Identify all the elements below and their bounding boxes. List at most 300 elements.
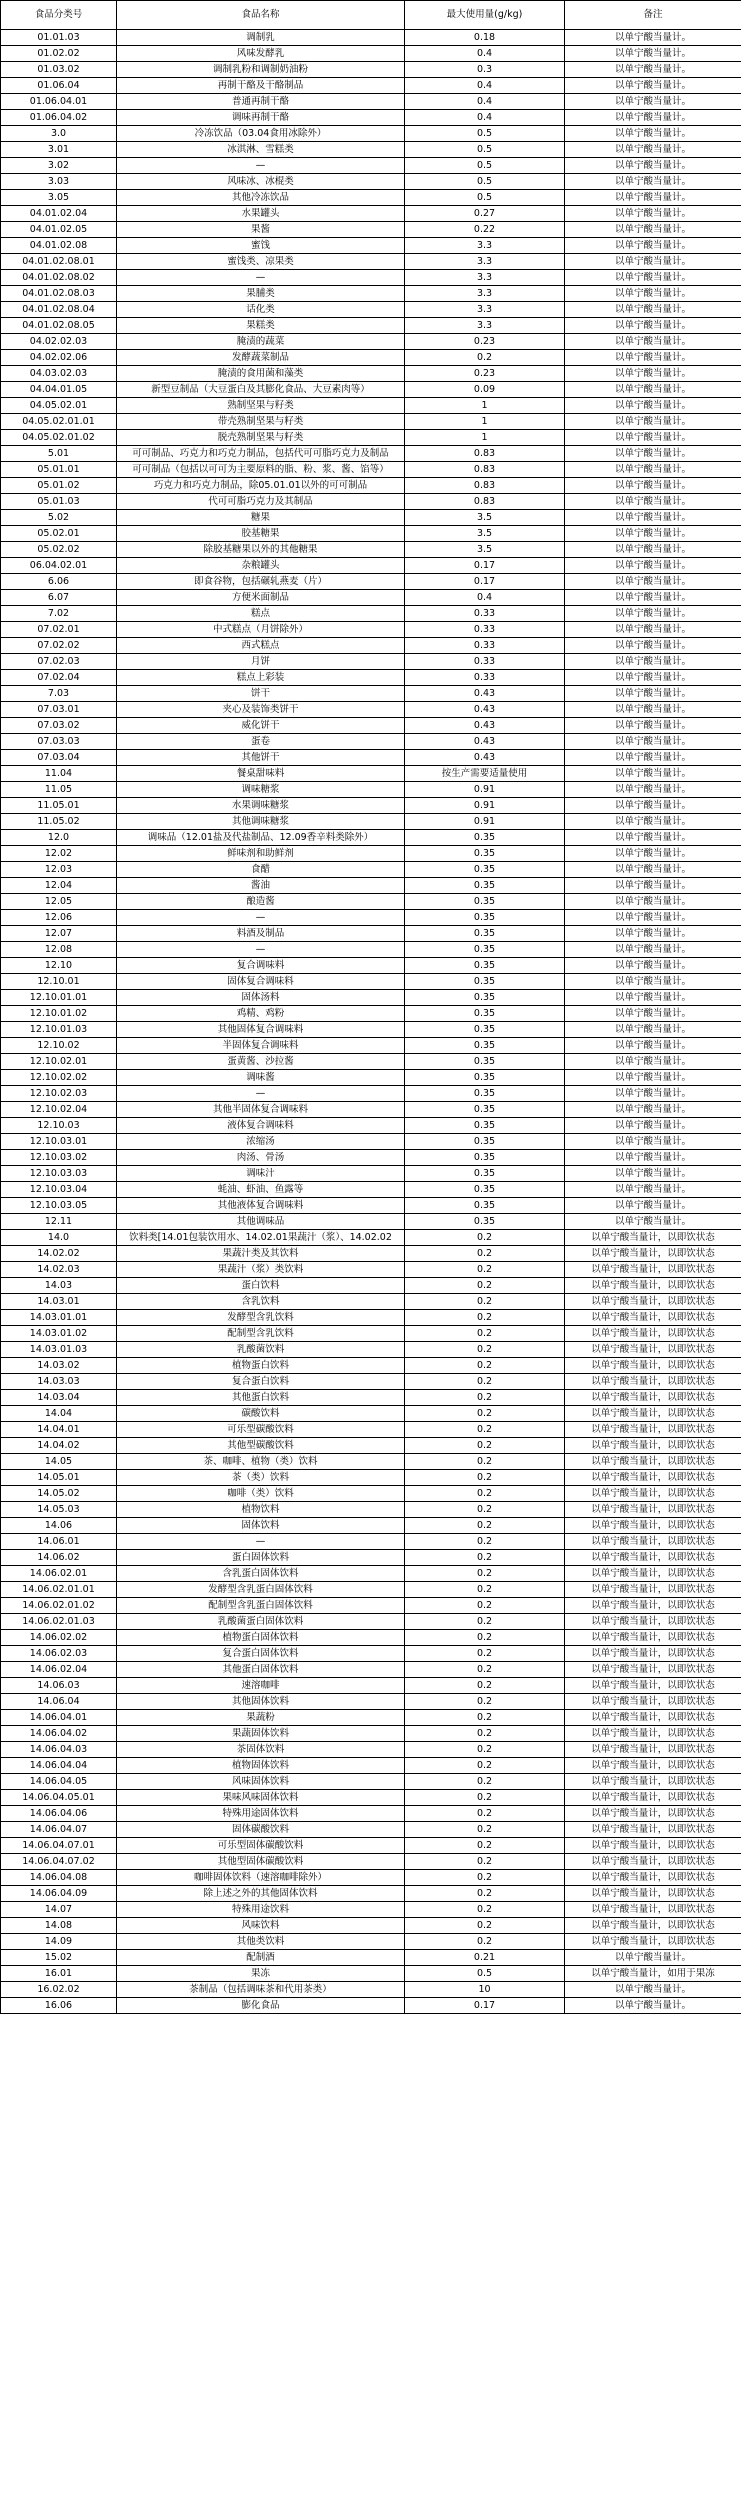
max-usage-cell: 1 [405,430,565,446]
food-name-cell: 配制型含乳蛋白固体饮料 [117,1598,405,1614]
food-category-code-cell: 04.05.02.01 [1,398,117,414]
table-row [1,1038,741,1054]
food-category-code-cell: 14.06.04.04 [1,1758,117,1774]
food-category-code-cell: 12.08 [1,942,117,958]
max-usage-cell: 10 [405,1982,565,1998]
food-name-cell: 蜜饯类、凉果类 [117,254,405,270]
food-name-cell: 调味再制干酪 [117,110,405,126]
food-name-cell: 普通再制干酪 [117,94,405,110]
food-category-code-cell: 14.06.02.03 [1,1646,117,1662]
max-usage-cell: 0.17 [405,558,565,574]
table-row [1,238,741,254]
note-cell: 以单宁酸当量计。 [565,334,741,350]
food-name-cell: 复合蛋白固体饮料 [117,1646,405,1662]
food-name-cell: 风味饮料 [117,1918,405,1934]
max-usage-cell: 0.2 [405,1550,565,1566]
note-cell: 以单宁酸当量计。 [565,526,741,542]
table-row [1,382,741,398]
table-row [1,1598,741,1614]
food-name-cell: 其他蛋白固体饮料 [117,1662,405,1678]
header-name: 食品名称 [117,1,405,30]
food-name-cell: 除胶基糖果以外的其他糖果 [117,542,405,558]
food-name-cell: 即食谷物，包括碾轧燕麦（片） [117,574,405,590]
table-row [1,974,741,990]
max-usage-cell: 0.35 [405,990,565,1006]
food-category-code-cell: 12.10.01 [1,974,117,990]
food-name-cell: 调制乳 [117,30,405,46]
max-usage-cell: 0.35 [405,910,565,926]
food-name-cell: 可乐型碳酸饮料 [117,1422,405,1438]
food-name-cell: 植物饮料 [117,1502,405,1518]
food-category-code-cell: 04.01.02.08.05 [1,318,117,334]
table-row [1,638,741,654]
food-category-code-cell: 12.10.03.05 [1,1198,117,1214]
table-row [1,558,741,574]
food-category-code-cell: 14.0 [1,1230,117,1246]
food-name-cell: 植物蛋白固体饮料 [117,1630,405,1646]
food-name-cell: 再制干酪及干酪制品 [117,78,405,94]
note-cell: 以单宁酸当量计。 [565,542,741,558]
food-category-code-cell: 12.10 [1,958,117,974]
note-cell: 以单宁酸当量计。 [565,46,741,62]
note-cell: 以单宁酸当量计，以即饮状态 [565,1518,741,1534]
food-name-cell: — [117,270,405,286]
note-cell: 以单宁酸当量计。 [565,622,741,638]
food-name-cell: 其他型固体碳酸饮料 [117,1854,405,1870]
food-name-cell: 其他调味品 [117,1214,405,1230]
note-cell: 以单宁酸当量计，以即饮状态 [565,1246,741,1262]
note-cell: 以单宁酸当量计，以即饮状态 [565,1582,741,1598]
food-category-code-cell: 7.03 [1,686,117,702]
table-row [1,1582,741,1598]
food-category-code-cell: 14.09 [1,1934,117,1950]
max-usage-cell: 0.2 [405,1774,565,1790]
max-usage-cell: 0.4 [405,78,565,94]
table-row [1,1374,741,1390]
food-name-cell: 调制乳粉和调制奶油粉 [117,62,405,78]
note-cell: 以单宁酸当量计。 [565,1054,741,1070]
max-usage-cell: 0.43 [405,718,565,734]
table-row [1,910,741,926]
table-row [1,654,741,670]
table-row [1,1150,741,1166]
max-usage-cell: 0.2 [405,1886,565,1902]
table-row [1,318,741,334]
max-usage-cell: 3.5 [405,526,565,542]
note-cell: 以单宁酸当量计。 [565,702,741,718]
table-row [1,766,741,782]
table-row [1,1294,741,1310]
food-name-cell: 固体复合调味料 [117,974,405,990]
note-cell: 以单宁酸当量计。 [565,1006,741,1022]
food-name-cell: 发酵型含乳饮料 [117,1310,405,1326]
max-usage-cell: 1 [405,414,565,430]
max-usage-cell: 0.35 [405,1198,565,1214]
food-category-code-cell: 6.07 [1,590,117,606]
food-name-cell: 碳酸饮料 [117,1406,405,1422]
note-cell: 以单宁酸当量计，以即饮状态 [565,1886,741,1902]
note-cell: 以单宁酸当量计，以即饮状态 [565,1710,741,1726]
food-category-code-cell: 11.04 [1,766,117,782]
food-category-code-cell: 14.06.04.05 [1,1774,117,1790]
food-name-cell: 糕点 [117,606,405,622]
food-name-cell: 果味风味固体饮料 [117,1790,405,1806]
note-cell: 以单宁酸当量计。 [565,1150,741,1166]
note-cell: 以单宁酸当量计。 [565,1214,741,1230]
max-usage-cell: 3.3 [405,254,565,270]
note-cell: 以单宁酸当量计，以即饮状态 [565,1630,741,1646]
max-usage-cell: 0.2 [405,1406,565,1422]
table-row [1,142,741,158]
note-cell: 以单宁酸当量计。 [565,814,741,830]
note-cell: 以单宁酸当量计。 [565,1070,741,1086]
table-row [1,574,741,590]
food-category-code-cell: 14.06.04.03 [1,1742,117,1758]
max-usage-cell: 0.2 [405,1518,565,1534]
food-category-code-cell: 14.07 [1,1902,117,1918]
note-cell: 以单宁酸当量计。 [565,158,741,174]
max-usage-cell: 0.2 [405,1758,565,1774]
table-row [1,110,741,126]
table-row [1,126,741,142]
table-row [1,1838,741,1854]
max-usage-cell: 0.2 [405,1934,565,1950]
food-category-code-cell: 14.03.04 [1,1390,117,1406]
table-row [1,1118,741,1134]
note-cell: 以单宁酸当量计，以即饮状态 [565,1438,741,1454]
table-row [1,1342,741,1358]
note-cell: 以单宁酸当量计。 [565,430,741,446]
max-usage-cell: 3.5 [405,542,565,558]
max-usage-cell: 0.33 [405,622,565,638]
food-name-cell: 带壳熟制坚果与籽类 [117,414,405,430]
header-max-usage: 最大使用量(g/kg) [405,1,565,30]
food-category-code-cell: 12.0 [1,830,117,846]
max-usage-cell: 0.35 [405,1118,565,1134]
table-row [1,302,741,318]
max-usage-cell: 0.2 [405,1486,565,1502]
table-row [1,1518,741,1534]
table-row [1,1630,741,1646]
note-cell: 以单宁酸当量计。 [565,1982,741,1998]
table-row [1,1694,741,1710]
note-cell: 以单宁酸当量计，以即饮状态 [565,1902,741,1918]
table-row [1,46,741,62]
table-row [1,1550,741,1566]
max-usage-cell: 0.33 [405,638,565,654]
max-usage-cell: 0.2 [405,1646,565,1662]
note-cell: 以单宁酸当量计，以即饮状态 [565,1838,741,1854]
max-usage-cell: 0.4 [405,94,565,110]
max-usage-cell: 0.33 [405,606,565,622]
food-name-cell: 咖啡（类）饮料 [117,1486,405,1502]
food-category-code-cell: 14.06.04.06 [1,1806,117,1822]
food-category-code-cell: 12.10.02.02 [1,1070,117,1086]
table-row [1,862,741,878]
table-row [1,798,741,814]
note-cell: 以单宁酸当量计。 [565,302,741,318]
max-usage-cell: 0.43 [405,734,565,750]
food-category-code-cell: 14.03.01.01 [1,1310,117,1326]
food-name-cell: 方便米面制品 [117,590,405,606]
food-name-cell: 可乐型固体碳酸饮料 [117,1838,405,1854]
max-usage-cell: 0.35 [405,830,565,846]
note-cell: 以单宁酸当量计。 [565,750,741,766]
max-usage-cell: 0.35 [405,1006,565,1022]
max-usage-cell: 0.5 [405,158,565,174]
max-usage-cell: 0.2 [405,1678,565,1694]
table-row [1,1278,741,1294]
table-row [1,606,741,622]
food-name-cell: 调味糖浆 [117,782,405,798]
note-cell: 以单宁酸当量计。 [565,254,741,270]
header-note: 备注 [565,1,741,30]
max-usage-cell: 0.35 [405,958,565,974]
table-row [1,270,741,286]
note-cell: 以单宁酸当量计，以即饮状态 [565,1406,741,1422]
table-row [1,1998,741,2014]
food-name-cell: 西式糕点 [117,638,405,654]
food-category-code-cell: 01.03.02 [1,62,117,78]
note-cell: 以单宁酸当量计。 [565,1134,741,1150]
note-cell: 以单宁酸当量计。 [565,78,741,94]
max-usage-cell: 0.4 [405,110,565,126]
table-row [1,222,741,238]
food-category-code-cell: 04.01.02.08 [1,238,117,254]
food-category-code-cell: 14.06.04.05.01 [1,1790,117,1806]
food-name-cell: 固体碳酸饮料 [117,1822,405,1838]
table-row [1,958,741,974]
food-category-code-cell: 14.06.02.02 [1,1630,117,1646]
food-name-cell: 其他半固体复合调味料 [117,1102,405,1118]
food-name-cell: 果蔬粉 [117,1710,405,1726]
food-category-code-cell: 3.02 [1,158,117,174]
food-category-code-cell: 3.0 [1,126,117,142]
max-usage-cell: 3.5 [405,510,565,526]
note-cell: 以单宁酸当量计，以即饮状态 [565,1278,741,1294]
table-row [1,734,741,750]
food-category-code-cell: 14.03.02 [1,1358,117,1374]
note-cell: 以单宁酸当量计。 [565,30,741,46]
food-name-cell: — [117,158,405,174]
max-usage-cell: 0.35 [405,1134,565,1150]
food-name-cell: 风味固体饮料 [117,1774,405,1790]
note-cell: 以单宁酸当量计。 [565,1950,741,1966]
note-cell: 以单宁酸当量计。 [565,638,741,654]
max-usage-cell: 3.3 [405,238,565,254]
max-usage-cell: 0.2 [405,1438,565,1454]
food-name-cell: 饮料类[14.01包装饮用水、14.02.01果蔬汁（浆）、14.02.02 [117,1230,405,1246]
note-cell: 以单宁酸当量计，以即饮状态 [565,1662,741,1678]
table-row [1,894,741,910]
food-name-cell: 熟制坚果与籽类 [117,398,405,414]
max-usage-cell: 0.35 [405,1214,565,1230]
table-row [1,1806,741,1822]
food-name-cell: 其他蛋白饮料 [117,1390,405,1406]
note-cell: 以单宁酸当量计。 [565,190,741,206]
max-usage-cell: 0.83 [405,478,565,494]
food-name-cell: 蚝油、虾油、鱼露等 [117,1182,405,1198]
max-usage-cell: 0.2 [405,1502,565,1518]
food-name-cell: 果蔬固体饮料 [117,1726,405,1742]
food-category-code-cell: 16.06 [1,1998,117,2014]
table-row [1,814,741,830]
table-row [1,1086,741,1102]
note-cell: 以单宁酸当量计，以即饮状态 [565,1550,741,1566]
food-name-cell: 含乳饮料 [117,1294,405,1310]
max-usage-cell: 0.23 [405,366,565,382]
food-name-cell: 水果罐头 [117,206,405,222]
food-category-code-cell: 12.10.02 [1,1038,117,1054]
food-category-code-cell: 14.06.04.07.02 [1,1854,117,1870]
food-name-cell: 中式糕点（月饼除外） [117,622,405,638]
max-usage-cell: 0.35 [405,1022,565,1038]
note-cell: 以单宁酸当量计。 [565,958,741,974]
table-row [1,1486,741,1502]
food-category-code-cell: 05.01.01 [1,462,117,478]
note-cell: 以单宁酸当量计，以即饮状态 [565,1870,741,1886]
table-row [1,206,741,222]
max-usage-cell: 0.2 [405,1454,565,1470]
max-usage-cell: 0.2 [405,1822,565,1838]
table-row [1,830,741,846]
table-row [1,350,741,366]
food-category-code-cell: 07.02.03 [1,654,117,670]
note-cell: 以单宁酸当量计，以即饮状态 [565,1310,741,1326]
note-cell: 以单宁酸当量计。 [565,62,741,78]
max-usage-cell: 0.35 [405,1054,565,1070]
table-row [1,1774,741,1790]
note-cell: 以单宁酸当量计，以即饮状态 [565,1598,741,1614]
table-row [1,1022,741,1038]
note-cell: 以单宁酸当量计，以即饮状态 [565,1486,741,1502]
food-name-cell: 特殊用途固体饮料 [117,1806,405,1822]
table-row [1,1006,741,1022]
max-usage-cell: 0.83 [405,462,565,478]
note-cell: 以单宁酸当量计。 [565,894,741,910]
food-category-code-cell: 06.04.02.01 [1,558,117,574]
food-name-cell: 酿造酱 [117,894,405,910]
note-cell: 以单宁酸当量计，如用于果冻 [565,1966,741,1982]
food-name-cell: 茶固体饮料 [117,1742,405,1758]
table-row [1,1406,741,1422]
food-name-cell: 冷冻饮品（03.04食用冰除外） [117,126,405,142]
table-row [1,1614,741,1630]
food-name-cell: 胶基糖果 [117,526,405,542]
food-category-code-cell: 14.05 [1,1454,117,1470]
table-row [1,1646,741,1662]
max-usage-cell: 0.23 [405,334,565,350]
max-usage-cell: 0.35 [405,862,565,878]
table-row [1,702,741,718]
max-usage-cell: 0.2 [405,1694,565,1710]
food-category-code-cell: 14.08 [1,1918,117,1934]
table-row [1,1854,741,1870]
note-cell: 以单宁酸当量计，以即饮状态 [565,1678,741,1694]
note-cell: 以单宁酸当量计。 [565,878,741,894]
food-category-code-cell: 7.02 [1,606,117,622]
food-category-code-cell: 14.06.04.02 [1,1726,117,1742]
food-name-cell: 浓缩汤 [117,1134,405,1150]
food-category-code-cell: 16.02.02 [1,1982,117,1998]
food-name-cell: 其他型碳酸饮料 [117,1438,405,1454]
note-cell: 以单宁酸当量计。 [565,782,741,798]
food-name-cell: 速溶咖啡 [117,1678,405,1694]
table-row [1,1358,741,1374]
food-category-code-cell: 01.06.04.02 [1,110,117,126]
food-name-cell: 其他液体复合调味料 [117,1198,405,1214]
food-category-code-cell: 14.06.04 [1,1694,117,1710]
food-category-code-cell: 11.05 [1,782,117,798]
food-category-code-cell: 01.06.04.01 [1,94,117,110]
table-row [1,1182,741,1198]
max-usage-cell: 0.5 [405,126,565,142]
max-usage-cell: 0.5 [405,1966,565,1982]
note-cell: 以单宁酸当量计，以即饮状态 [565,1694,741,1710]
food-name-cell: 料酒及制品 [117,926,405,942]
table-row [1,622,741,638]
max-usage-cell: 0.27 [405,206,565,222]
max-usage-cell: 0.83 [405,446,565,462]
max-usage-cell: 0.91 [405,782,565,798]
max-usage-cell: 0.35 [405,1102,565,1118]
food-name-cell: 代可可脂巧克力及其制品 [117,494,405,510]
table-row [1,446,741,462]
note-cell: 以单宁酸当量计。 [565,974,741,990]
food-category-code-cell: 04.01.02.08.03 [1,286,117,302]
note-cell: 以单宁酸当量计。 [565,414,741,430]
food-category-code-cell: 07.02.02 [1,638,117,654]
table-row [1,334,741,350]
food-category-code-cell: 05.01.03 [1,494,117,510]
food-name-cell: 鲜味剂和助鲜剂 [117,846,405,862]
food-name-cell: 复合调味料 [117,958,405,974]
table-row [1,1310,741,1326]
note-cell: 以单宁酸当量计。 [565,382,741,398]
max-usage-cell: 0.2 [405,1710,565,1726]
table-row [1,718,741,734]
note-cell: 以单宁酸当量计。 [565,1182,741,1198]
food-category-code-cell: 14.05.02 [1,1486,117,1502]
max-usage-cell: 0.2 [405,1390,565,1406]
table-row [1,750,741,766]
food-name-cell: 蜜饯 [117,238,405,254]
max-usage-cell: 0.2 [405,1262,565,1278]
max-usage-cell: 0.2 [405,1742,565,1758]
note-cell: 以单宁酸当量计。 [565,142,741,158]
food-category-code-cell: 14.06.04.07.01 [1,1838,117,1854]
table-row [1,430,741,446]
table-row [1,510,741,526]
food-name-cell: 其他固体饮料 [117,1694,405,1710]
max-usage-cell: 0.35 [405,1086,565,1102]
note-cell: 以单宁酸当量计。 [565,398,741,414]
food-category-code-cell: 14.03.01 [1,1294,117,1310]
note-cell: 以单宁酸当量计，以即饮状态 [565,1822,741,1838]
food-category-code-cell: 12.10.02.01 [1,1054,117,1070]
note-cell: 以单宁酸当量计。 [565,462,741,478]
note-cell: 以单宁酸当量计，以即饮状态 [565,1390,741,1406]
food-category-code-cell: 14.05.01 [1,1470,117,1486]
note-cell: 以单宁酸当量计。 [565,1038,741,1054]
max-usage-cell: 3.3 [405,318,565,334]
food-category-code-cell: 14.05.03 [1,1502,117,1518]
food-name-cell: 茶制品（包括调味茶和代用茶类） [117,1982,405,1998]
max-usage-cell: 3.3 [405,286,565,302]
note-cell: 以单宁酸当量计，以即饮状态 [565,1742,741,1758]
table-row [1,1822,741,1838]
food-category-code-cell: 14.04.02 [1,1438,117,1454]
